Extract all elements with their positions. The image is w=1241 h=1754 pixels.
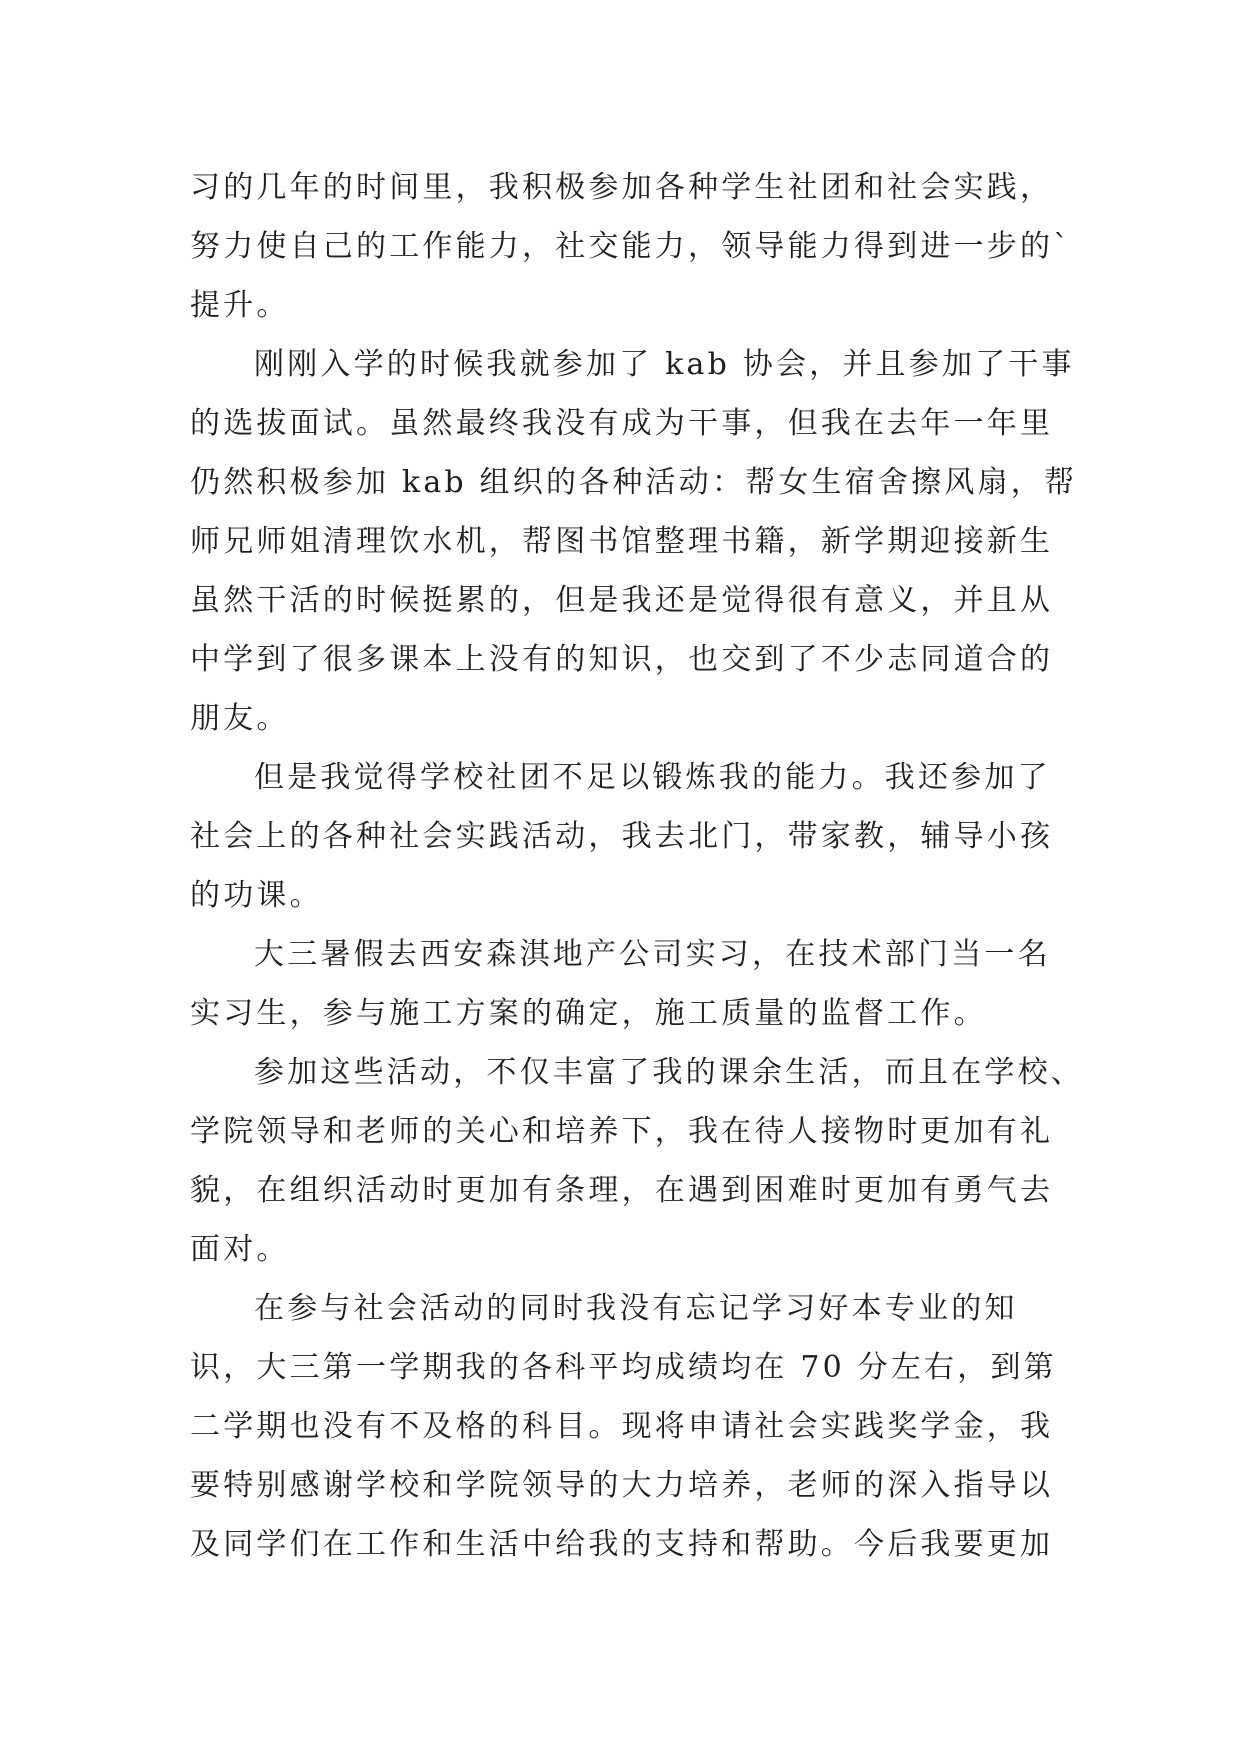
text-line: 实习生，参与施工方案的确定，施工质量的监督工作。 [190, 996, 987, 1031]
paragraph [190, 925, 1070, 1043]
text-line: 的选拔面试。虽然最终我没有成为干事，但我在去年一年里 [190, 406, 1054, 441]
text-line: 社会上的各种社会实践活动，我去北门，带家教，辅导小孩 [190, 819, 1054, 854]
paragraph [190, 335, 1078, 748]
text-line: 参加这些活动，不仅丰富了我的课余生活，而且在学校、 [254, 1055, 1084, 1090]
text-line: 在参与社会活动的同时我没有忘记学习好本专业的知 [254, 1291, 1018, 1326]
text-line: 的功课。 [190, 878, 323, 913]
text-line: 虽然干活的时候挺累的，但是我还是觉得很有意义，并且从 [190, 583, 1054, 618]
paragraph [190, 1279, 1070, 1574]
text-line: 大三暑假去西安森淇地产公司实习，在技术部门当一名 [254, 937, 1051, 972]
text-line: 但是我觉得学校社团不足以锻炼我的能力。我还参加了 [254, 760, 1051, 795]
text-line: 二学期也没有不及格的科目。现将申请社会实践奖学金，我 [190, 1409, 1054, 1444]
text-line: 努力使自己的工作能力，社交能力，领导能力得到进一步的` [190, 229, 1072, 264]
paragraph [190, 1043, 1084, 1279]
text-line: 刚刚入学的时候我就参加了 kab 协会，并且参加了干事 [254, 347, 1075, 382]
text-line: 学院领导和老师的关心和培养下，我在待人接物时更加有礼 [190, 1114, 1054, 1149]
text-line: 面对。 [190, 1232, 290, 1267]
text-line: 及同学们在工作和生活中给我的支持和帮助。今后我要更加 [190, 1527, 1054, 1562]
paragraph [190, 748, 1070, 925]
text-line: 貌，在组织活动时更加有条理，在遇到困难时更加有勇气去 [190, 1173, 1054, 1208]
text-line: 习的几年的时间里，我积极参加各种学生社团和社会实践， [190, 170, 1054, 205]
text-line: 中学到了很多课本上没有的知识，也交到了不少志同道合的 [190, 642, 1054, 677]
body-text [190, 158, 1084, 1574]
text-line: 要特别感谢学校和学院领导的大力培养，老师的深入指导以 [190, 1468, 1054, 1503]
text-line: 师兄师姐清理饮水机，帮图书馆整理书籍，新学期迎接新生 [190, 524, 1054, 559]
text-line: 识，大三第一学期我的各科平均成绩均在 70 分左右，到第 [190, 1350, 1057, 1385]
text-line: 朋友。 [190, 701, 290, 736]
text-line: 提升。 [190, 288, 290, 323]
paragraph [190, 158, 1070, 335]
text-line: 仍然积极参加 kab 组织的各种活动：帮女生宿舍擦风扇，帮 [190, 465, 1078, 500]
